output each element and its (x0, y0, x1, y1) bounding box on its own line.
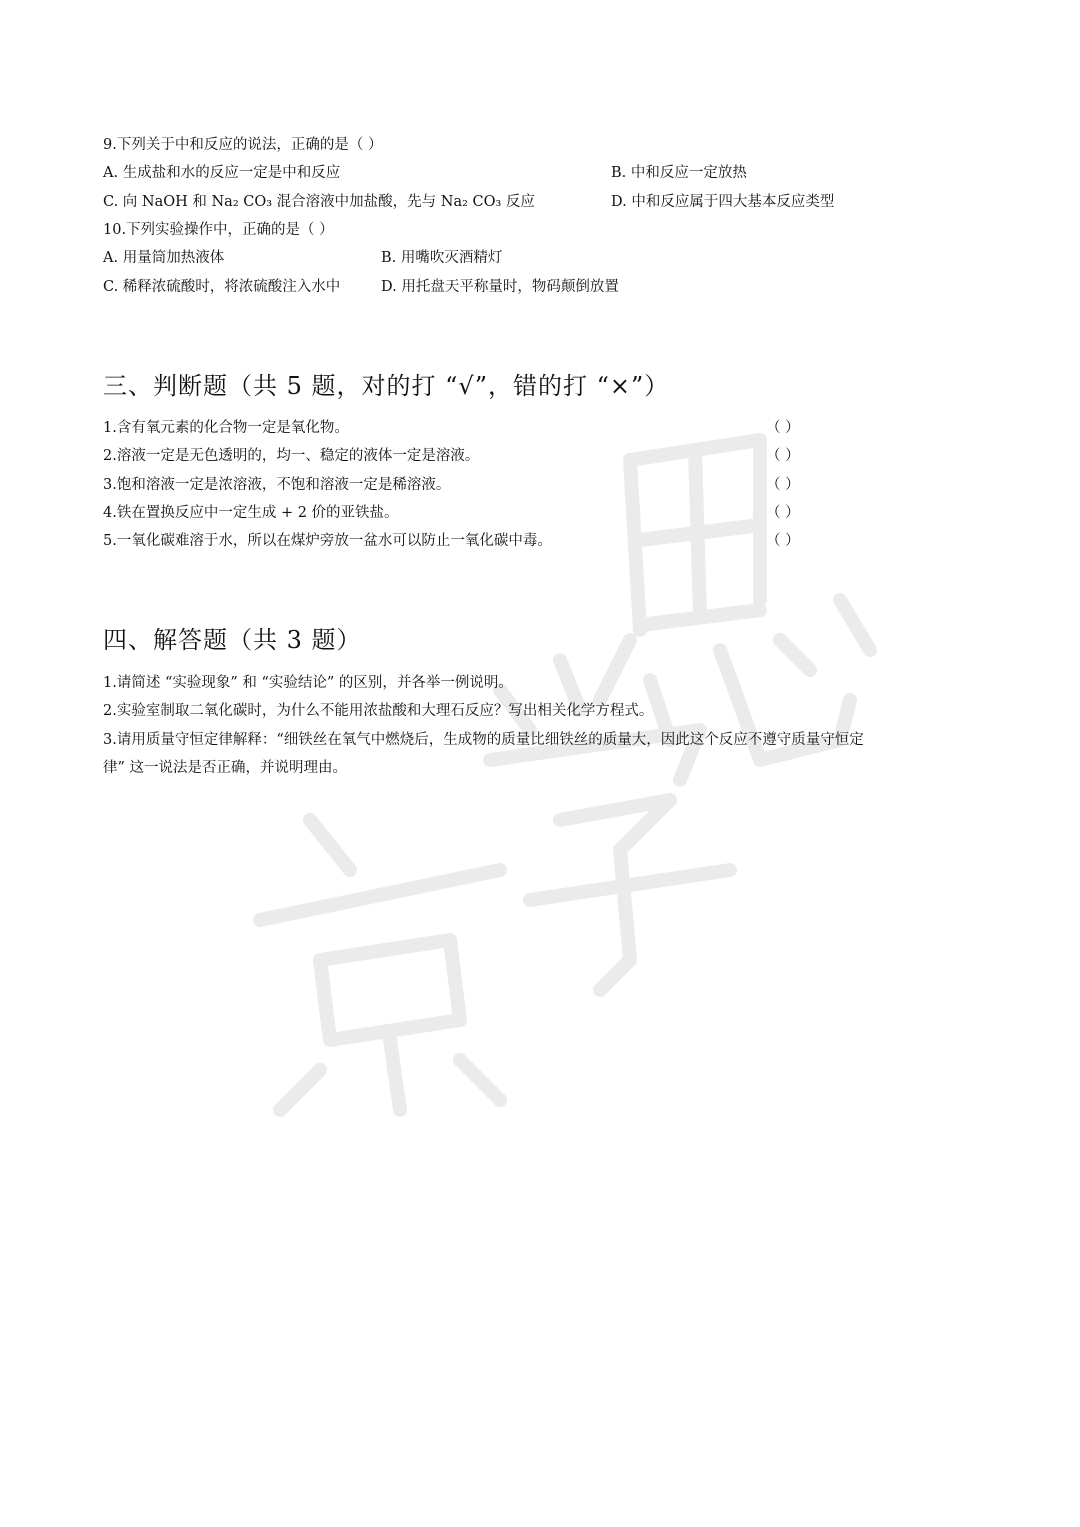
answer-item-2: 2.实验室制取二氧化碳时，为什么不能用浓盐酸和大理石反应？写出相关化学方程式。 (103, 703, 654, 719)
judge-item-2: 2.溶液一定是无色透明的，均一、稳定的液体一定是溶液。 (103, 448, 480, 464)
answer-item-3-continued: 律” 这一说法是否正确，并说明理由。 (103, 760, 348, 776)
judge-item-5: 5.一氧化碳难溶于水，所以在煤炉旁放一盆水可以防止一氧化碳中毒。 (103, 533, 552, 549)
question-9-option-d: D. 中和反应属于四大基本反应类型 (611, 194, 835, 210)
question-10-option-c: C. 稀释浓硫酸时，将浓硫酸注入水中 (103, 279, 341, 295)
judge-item-3-answer-blank: （ ） (766, 477, 800, 493)
judge-item-1: 1.含有氧元素的化合物一定是氧化物。 (103, 420, 349, 436)
question-9-option-b: B. 中和反应一定放热 (611, 165, 747, 181)
question-10-option-b: B. 用嘴吹灭酒精灯 (381, 250, 503, 266)
judge-item-1-answer-blank: （ ） (766, 420, 800, 436)
judge-item-3: 3.饱和溶液一定是浓溶液，不饱和溶液一定是稀溶液。 (103, 477, 451, 493)
question-9-option-c: C. 向 NaOH 和 Na₂ CO₃ 混合溶液中加盐酸，先与 Na₂ CO₃ 反应 (103, 194, 535, 210)
judge-item-5-answer-blank: （ ） (766, 533, 800, 549)
question-10-stem: 10.下列实验操作中，正确的是（ ） (103, 222, 334, 238)
answer-item-3: 3.请用质量守恒定律解释：“细铁丝在氧气中燃烧后，生成物的质量比细铁丝的质量大，因此这个反应不遵守质量守恒定 (103, 732, 864, 748)
judge-item-4-answer-blank: （ ） (766, 505, 800, 521)
answer-item-1: 1.请简述 “实验现象” 和 “实验结论” 的区别，并各举一例说明。 (103, 675, 513, 691)
judge-item-2-answer-blank: （ ） (766, 448, 800, 464)
answer-section-heading: 四、解答题（共 3 题） (103, 626, 362, 654)
question-9-stem: 9.下列关于中和反应的说法，正确的是（ ） (103, 137, 383, 153)
judge-item-4: 4.铁在置换反应中一定生成 + 2 价的亚铁盐。 (103, 505, 399, 521)
judge-section-heading: 三、判断题（共 5 题，对的打 “√”，错的打 “×”） (103, 372, 670, 400)
question-10-option-a: A. 用量筒加热液体 (103, 250, 225, 266)
question-10-option-d: D. 用托盘天平称量时，物码颠倒放置 (381, 279, 619, 295)
question-9-option-a: A. 生成盐和水的反应一定是中和反应 (103, 165, 341, 181)
